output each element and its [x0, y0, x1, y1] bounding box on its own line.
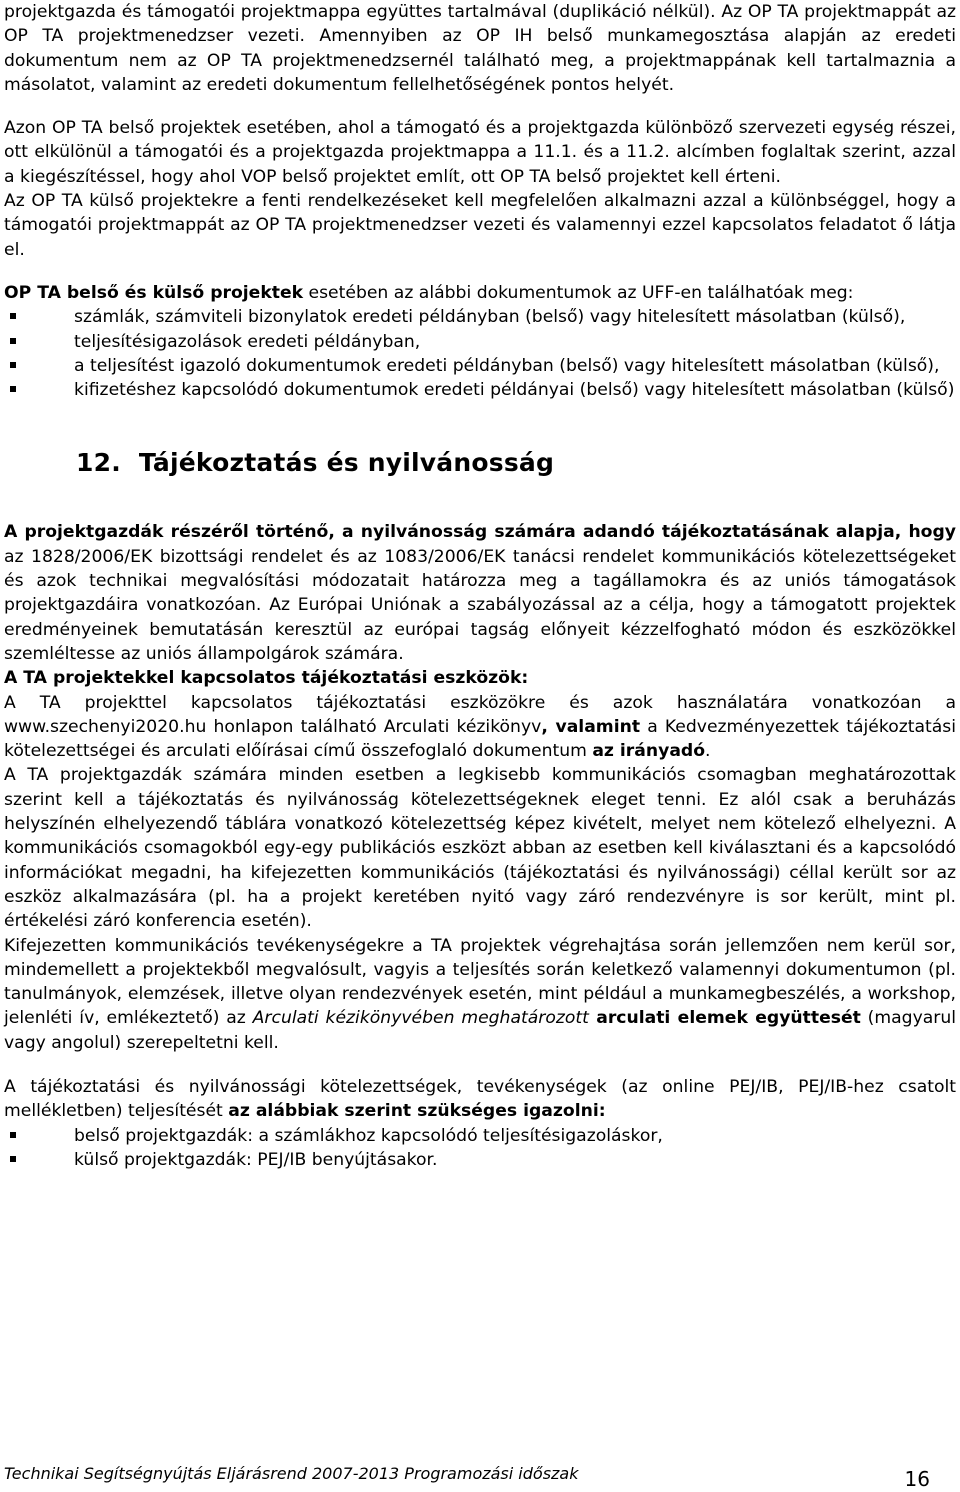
- list-item: [4, 330, 956, 354]
- paragraph-projektmappa: projektgazda és támogatói projektmappa együttes tartalmával (duplikáció nélkül). Az OP TA projektmappát az OP TA projektmenedzser vezeti. Amennyiben az OP IH belső munkamegosztása alapján az eredeti dokumentum nem az OP TA projektmenedzsernél található meg, a projektmappának kell tartalmaznia a másolatot, valamint az eredeti dokumentum fellelhetőségének pontos helyét.: [4, 2, 956, 95]
- footer-title: Technikai Segítségnyújtás Eljárásrend 2007-2013 Programozási időszak: [4, 1464, 579, 1483]
- square-bullet-icon: [10, 338, 16, 344]
- paragraph-uff-dokumentumok: [4, 281, 956, 305]
- list-item: [4, 354, 956, 378]
- list-item-text: számlák, számviteli bizonylatok eredeti példányban (belső) vagy hitelesített másolatban (külső),: [74, 307, 906, 328]
- paragraph-text: A TA projekttel kapcsolatos tájékoztatási eszközökre és azok használatára vonatkozóan a www.szechenyi2020.hu honlapon található Arculati kézikönyv: [4, 692, 956, 737]
- paragraph-arculati-kezikonyv: [4, 691, 956, 764]
- square-bullet-icon: [10, 362, 16, 368]
- igazolas-list: [4, 1124, 956, 1173]
- bold-valamint: , valamint: [541, 716, 641, 737]
- square-bullet-icon: [10, 1156, 16, 1162]
- list-item: [4, 1148, 956, 1172]
- paragraph-text: .: [705, 741, 711, 762]
- bold-lead: A projektgazdák részéről történő, a nyilvánosság számára adandó tájékoztatásának alapja, hogy: [4, 522, 956, 543]
- list-item-text: belső projektgazdák: a számlákhoz kapcsolódó teljesítésigazoláskor,: [74, 1125, 663, 1146]
- list-item-text: a teljesítést igazoló dokumentumok eredeti példányban (belső) vagy hitelesített másolatban (külső),: [74, 355, 940, 376]
- bold-iranyado: az irányadó: [592, 741, 706, 762]
- paragraph-belso-projektek: Azon OP TA belső projektek esetében, ahol a támogató és a projektgazda különböző szervezeti egység részei, ott elkülönül a támogatói és a projektgazda projektmappa a 11.1. és a 11.2. alcímben foglaltak szerint, azzal a kiegészítéssel, hogy ahol VOP belső projektet említ, ott OP TA belső projektet kell érteni.: [4, 118, 956, 187]
- paragraph-text: a Kedvezményezettek tájékoztatási kötelezettségei és arculati előírásai című összefoglaló dokumentum: [4, 716, 957, 762]
- paragraph-text: (magyarul vagy angolul) szerepeltetni kell.: [4, 1008, 957, 1053]
- bold-arculati-elemek: arculati elemek együttesét: [588, 1008, 861, 1029]
- uff-documents-list: [4, 305, 956, 402]
- italic-kezikonyv: Arculati kézikönyvében meghatározott: [252, 1008, 589, 1029]
- page-footer: [4, 1462, 956, 1492]
- list-item: [4, 305, 956, 329]
- section-number: 12.: [76, 448, 121, 478]
- paragraph-arculati-elemek: [4, 934, 956, 1055]
- page-number: 16: [904, 1467, 930, 1491]
- list-item: [4, 378, 956, 402]
- list-item: [4, 1124, 956, 1148]
- paragraph-kommunikacios-csomag: A TA projektgazdák számára minden esetben a legkisebb kommunikációs csomagban meghatározottak szerint kell a tájékoztatás és nyilvánosság kötelezettségeknek eleget tenni. Ez alól csak a beruházás helyszínén elhelyezendő táblára vonatkozó kötelezettség képez kivételt, melyet nem kötelező elhelyezni. A kommunikációs csomagokból egy-egy publikációs eszközt abban az esetben kell kiválasztani és a kapcsolódó információkat megadni, ha kifejezetten kommunikációs (tájékoztatási és nyilvánossági) céllal került sor az eszköz alkalmazására (pl. ha a projekt keretében nyitó vagy záró rendezvényre is sor került, mint pl. értékelési záró konferencia esetén).: [4, 765, 956, 932]
- paragraph-igazolas: [4, 1075, 956, 1124]
- list-item-text: kifizetéshez kapcsolódó dokumentumok eredeti példányai (belső) vagy hitelesített másolatban (külső): [74, 380, 955, 401]
- section-title: Tájékoztatás és nyilvánosság: [138, 448, 555, 478]
- subheading-text: A TA projektekkel kapcsolatos tájékoztatási eszközök:: [4, 668, 529, 689]
- paragraph-uff-text: esetében az alábbi dokumentumok az UFF-en találhatóak meg:: [303, 282, 854, 303]
- paragraph-text: Kifejezetten kommunikációs tevékenységekre a TA projektek végrehajtása során jellemzően nem kerül sor, mindemellett a projektekből megvalósult, vagyis a teljesítés során keletkező valamennyi dokumentumon (pl. tanulmányok, elemzések, illetve olyan rendezvények esetén, mint például a munkamegbeszélés, a workshop, jelenléti ív, emlékeztető) az: [4, 935, 956, 1029]
- paragraph-kulso-projektek: Az OP TA külső projektekre a fenti rendelkezéseket kell megfelelően alkalmazni azzal a különbséggel, hogy a támogatói projektmappát az OP TA projektmenedzser vezeti és valamennyi ezzel kapcsolatos feladatot ő látja el.: [4, 191, 956, 260]
- square-bullet-icon: [10, 1132, 16, 1138]
- paragraph-text: A tájékoztatási és nyilvánossági kötelezettségek, tevékenységek (az online PEJ/IB, PEJ/IB-hez csatolt mellékletben) teljesítését: [4, 1076, 956, 1122]
- subheading-ta-eszkozok: [4, 666, 956, 690]
- paragraph-text: az 1828/2006/EK bizottsági rendelet és az 1083/2006/EK tanácsi rendelet kommunikációs kötelezettségeket és azok technikai megvalósítási módozatait határozza meg a tagállamokra és az uniós támogatások projektgazdáira vonatkozóan. Az Európai Uniónak a szabályozással az a célja, hogy a támogatott projektek eredményeinek bemutatásán keresztül az európai tagság előnyeit kézzelfogható módon és eszközökkel szemléltesse az uniós állampolgárok számára.: [4, 546, 956, 664]
- paragraph-tajekoztatas-alapja: [4, 520, 956, 666]
- bold-igazolni: az alábbiak szerint szükséges igazolni:: [228, 1101, 606, 1122]
- document-page: [4, 0, 956, 1172]
- square-bullet-icon: [10, 313, 16, 319]
- list-item-text: külső projektgazdák: PEJ/IB benyújtásakor.: [74, 1149, 438, 1170]
- bold-op-ta-projektek: OP TA belső és külső projektek: [4, 282, 304, 303]
- square-bullet-icon: [10, 386, 16, 392]
- list-item-text: teljesítésigazolások eredeti példányban,: [74, 331, 421, 352]
- section-heading: [76, 448, 956, 478]
